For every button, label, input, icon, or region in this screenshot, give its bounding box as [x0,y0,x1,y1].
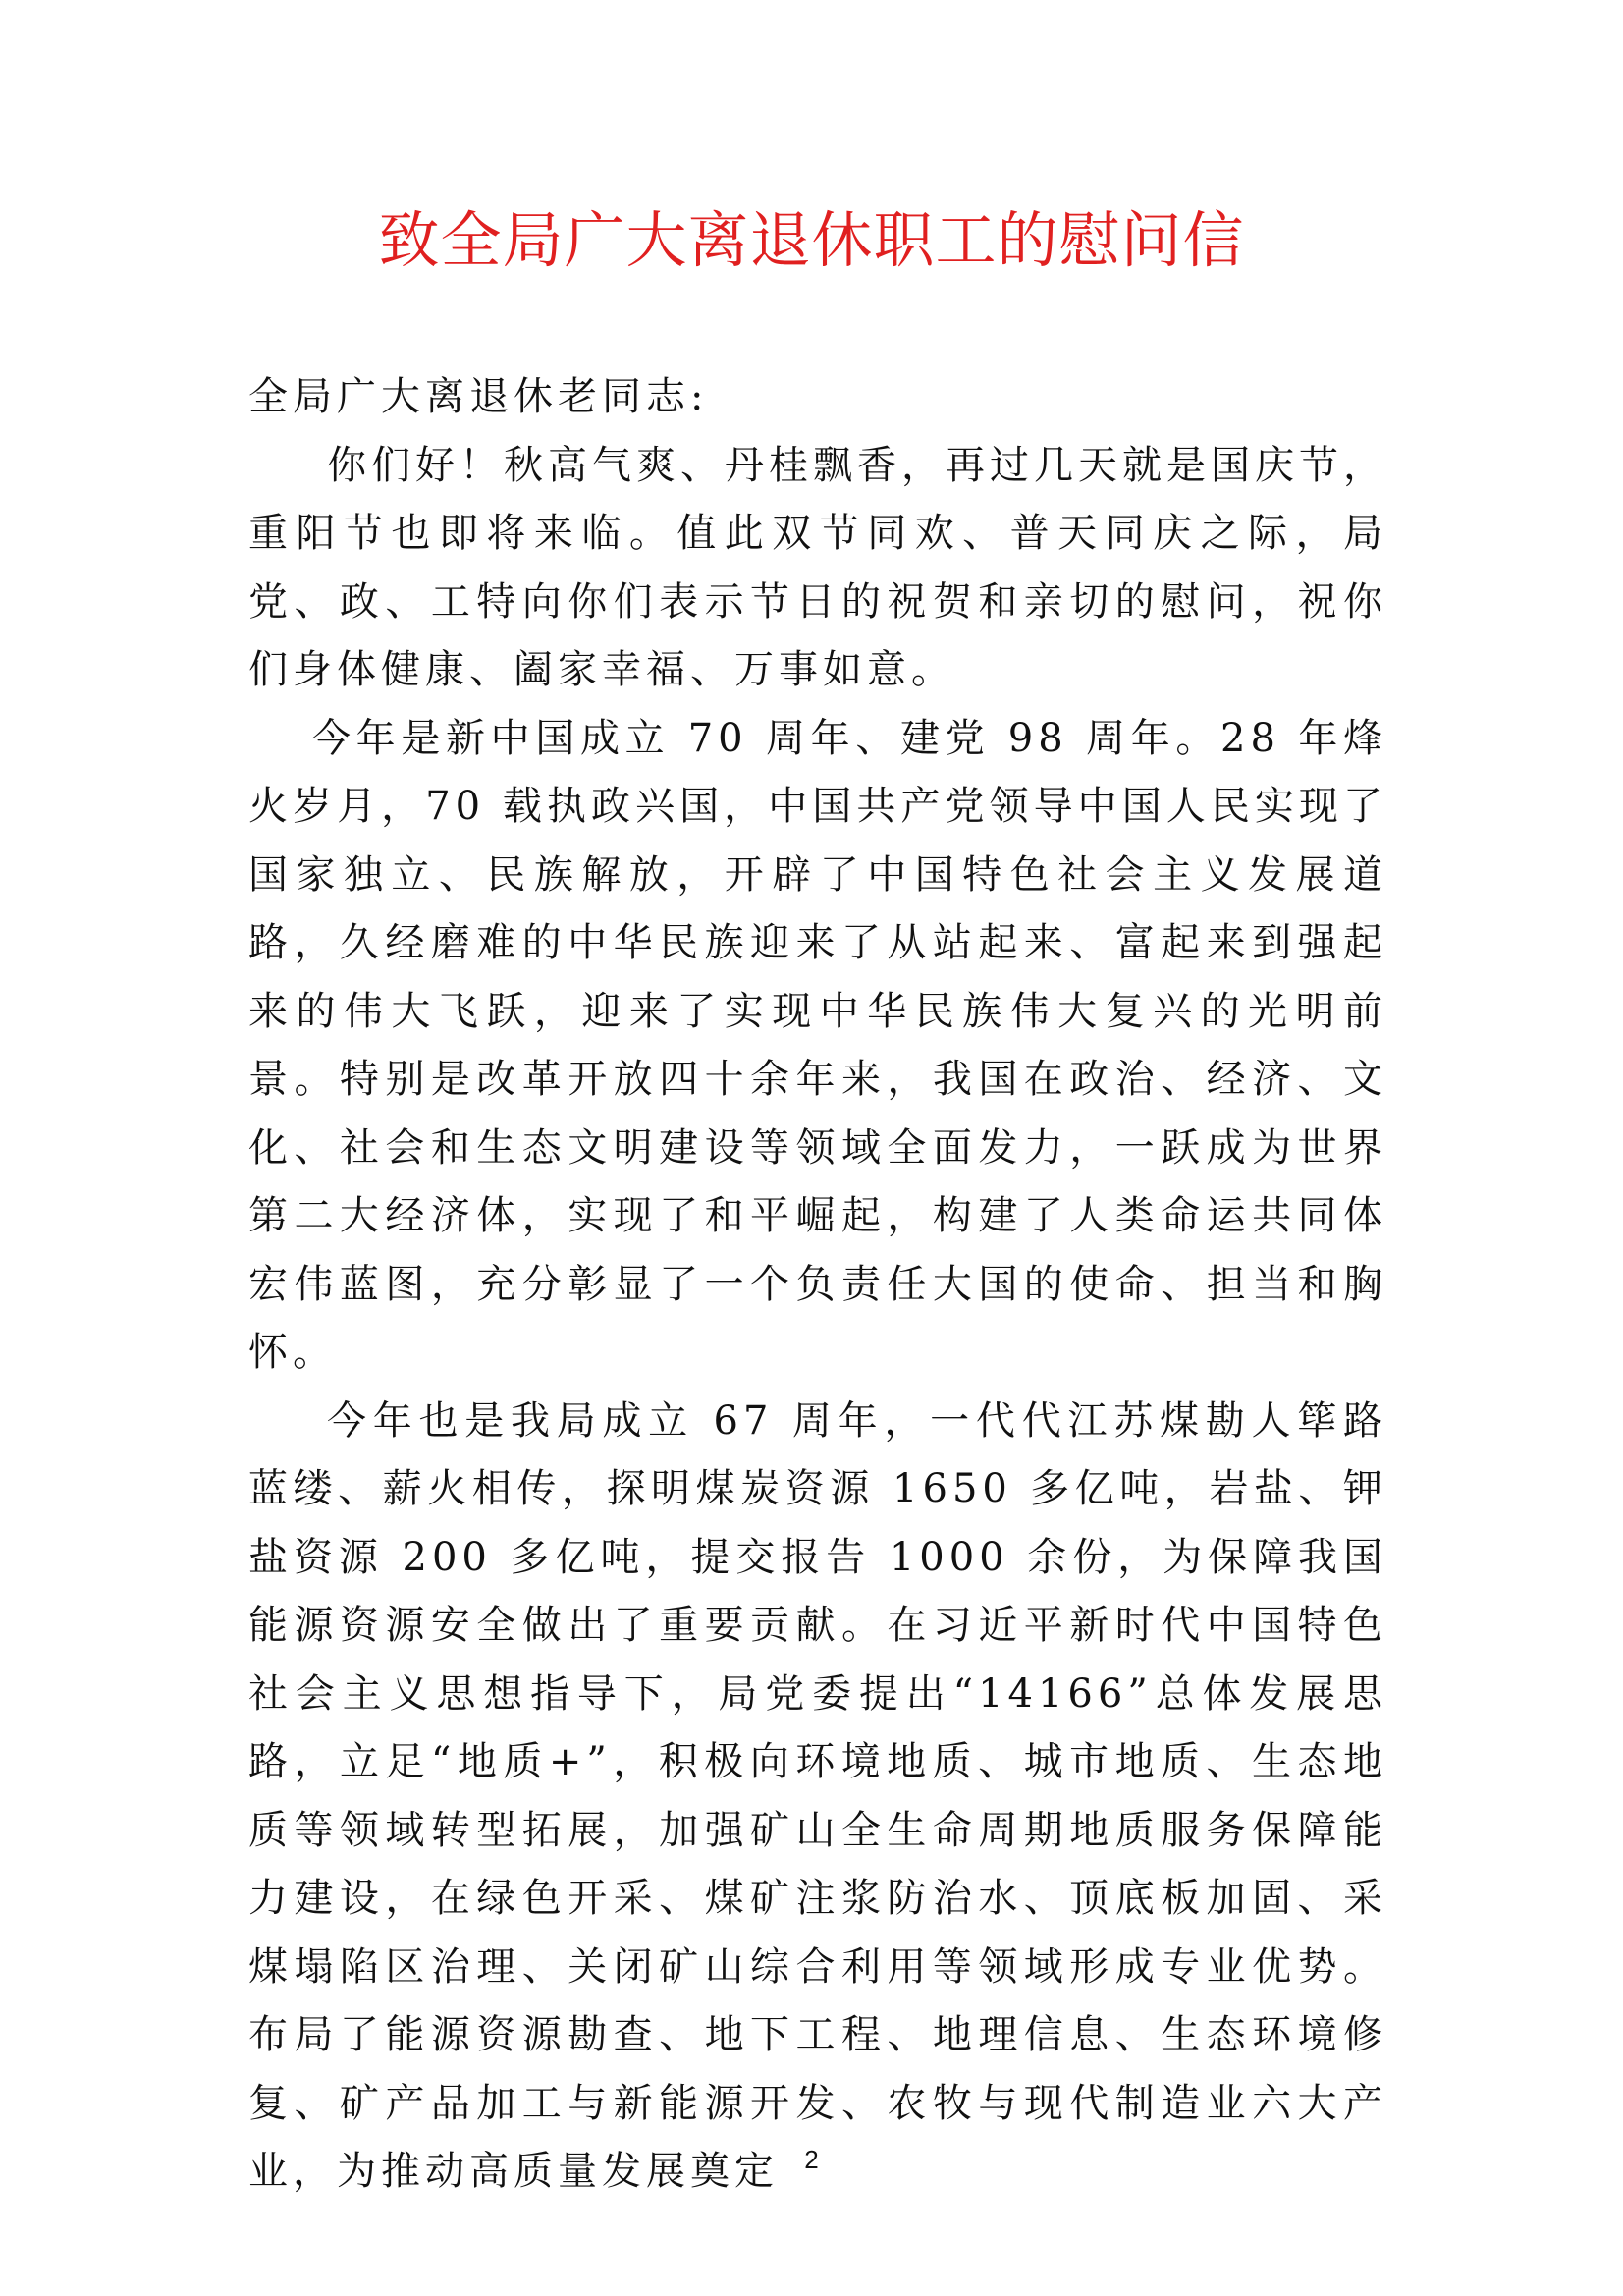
paragraph-national-anniversary: 今年是新中国成立 70 周年、建党 98 周年。28 年烽火岁月，70 载执政兴国，中国共产党领导中国人民实现了国家独立、民族解放，开辟了中国特色社会主义发展道路，久经磨难的中华民族迎来了从站起来、富起来到强起来的伟大飞跃，迎来了实现中华民族伟大复兴的光明前景。特别是改革开放四十余年来，我国在政治、经济、文化、社会和生态文明建设等领域全面发力，一跃成为世界第二大经济体，实现了和平崛起，构建了人类命运共同体宏伟蓝图，充分彰显了一个负责任大国的使命、担当和胸怀。 [248,715,1387,1375]
salutation: 全局广大离退休老同志: [248,374,709,419]
paragraph-bureau-achievements: 今年也是我局成立 67 周年，一代代江苏煤勘人筚路蓝缕、薪火相传，探明煤炭资源 1650 多亿吨，岩盐、钾盐资源 200 多亿吨，提交报告 1000 余份，为保障我国能源资源安全做出了重要贡献。在习近平新时代中国特色社会主义思想指导下，局党委提出“14166”总体发展思路，立足“地质+”，积极向环境地质、城市地质、生态地质等领域转型拓展，加强矿山全生命周期地质服务保障能力建设，在绿色开采、煤矿注浆防治水、顶底板加固、采煤塌陷区治理、关闭矿山综合利用等领域形成专业优势。布局了能源资源勘查、地下工程、地理信息、生态环境修复、矿产品加工与新能源开发、农牧与现代制造业六大产业，为推动高质量发展奠定 [248,1397,1387,2194]
letter-body [248,363,1387,2207]
letter-title: 致全局广大离退休职工的慰问信 [378,204,1245,276]
page-number: 2 [804,2145,819,2174]
paragraph-greeting: 你们好！秋高气爽、丹桂飘香，再过几天就是国庆节，重阳节也即将来临。值此双节同欢、普天同庆之际，局党、政、工特向你们表示节日的祝贺和亲切的慰问，祝你们身体健康、阖家幸福、万事如意。 [248,442,1387,692]
